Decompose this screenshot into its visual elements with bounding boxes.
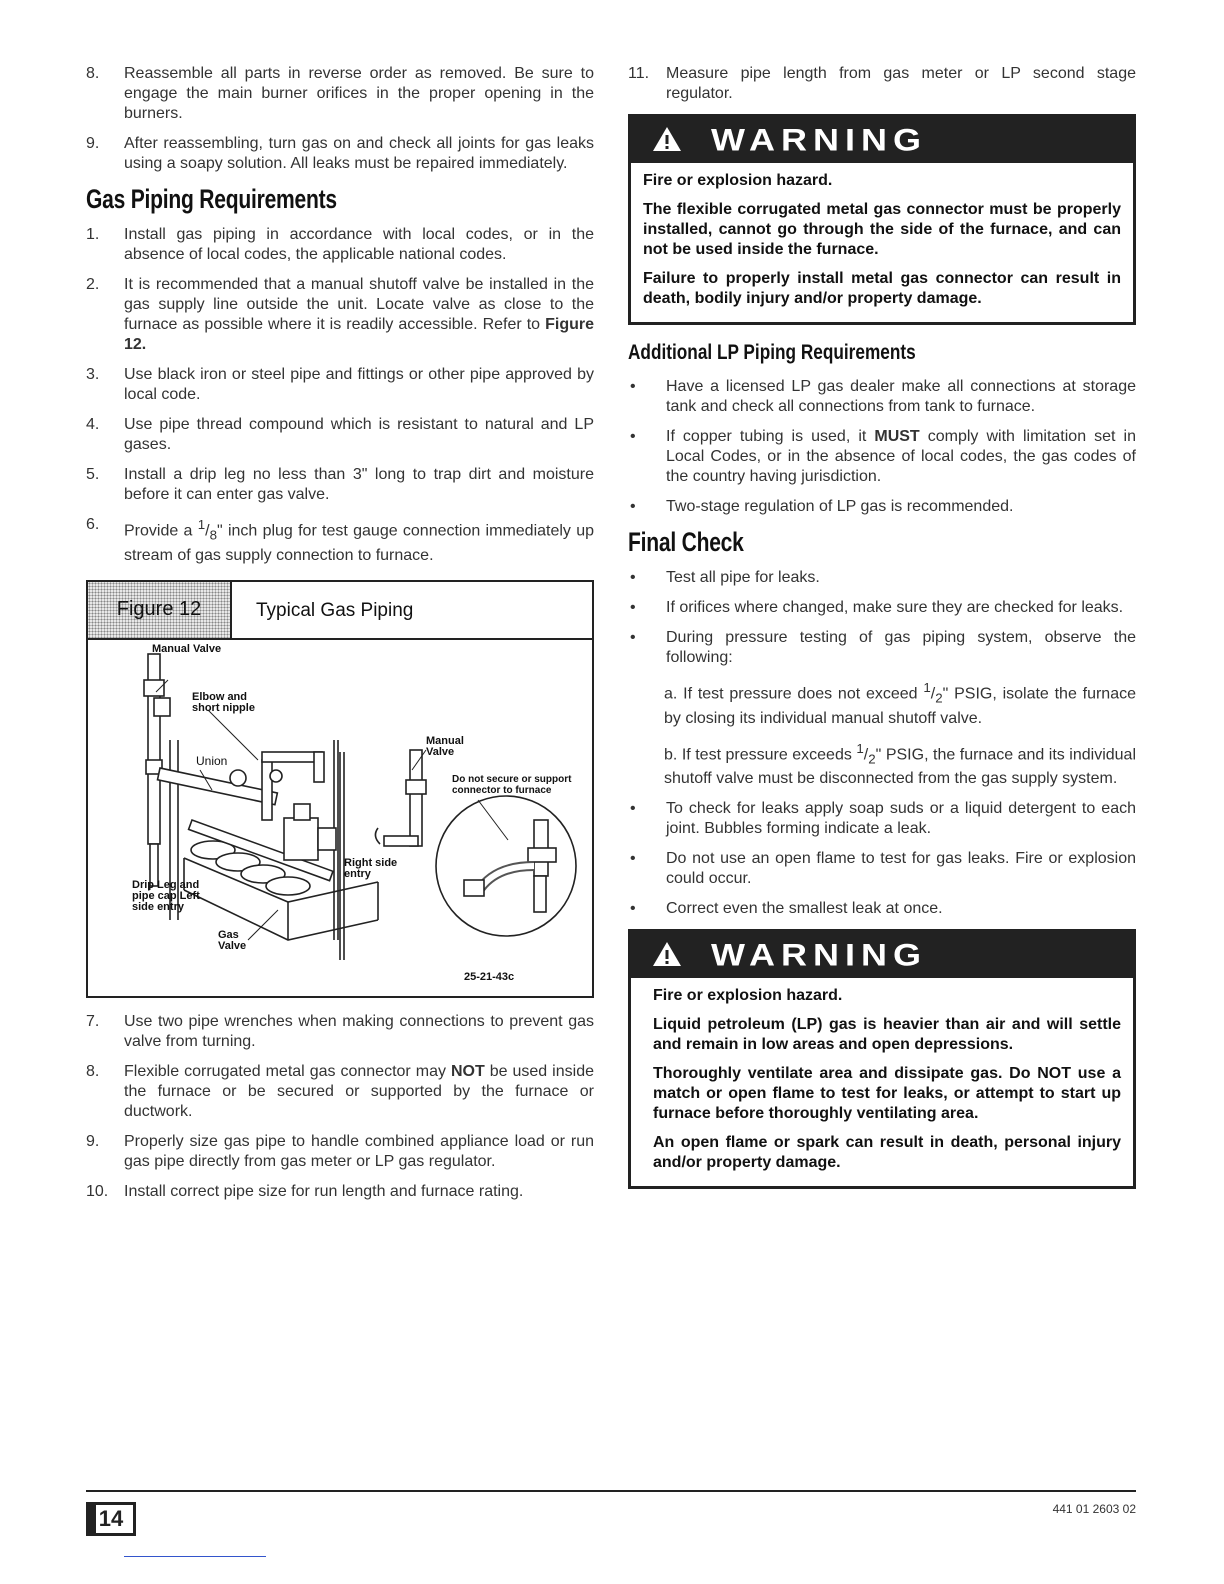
item-text: To check for leaks apply soap suds or a liquid detergent to each joint. Bubbles forming indicate a leak. — [666, 800, 1136, 838]
item-text-part: Provide a — [124, 522, 198, 540]
list-item — [86, 134, 594, 174]
bullet-item — [628, 427, 1136, 487]
gas-piping-heading: Gas Piping Requirements — [86, 184, 337, 214]
item-number: 7. — [86, 1012, 100, 1030]
bullet: • — [630, 569, 636, 586]
footer-divider — [86, 1490, 1136, 1492]
fraction-denominator: 2 — [935, 690, 943, 706]
bullet-item — [628, 628, 1136, 668]
label-right-side-entry: Right side entry — [344, 856, 398, 880]
manual-valve-right — [406, 780, 426, 794]
piping-diagram — [88, 640, 592, 996]
list-item — [86, 465, 594, 505]
item-text — [124, 275, 594, 355]
bullet: • — [630, 629, 636, 646]
item-text: Install gas piping in accordance with local codes, or in the absence of local codes, the applicable national codes. — [124, 226, 594, 263]
item-text: If orifices where changed, make sure they are checked for leaks. — [666, 599, 1124, 616]
label-manual-valve-left: Manual Valve — [152, 642, 222, 655]
item-text: Use two pipe wrenches when making connections to prevent gas valve from turning. — [124, 1012, 594, 1050]
item-text — [124, 1062, 594, 1122]
figure-code: 25-21-43c — [464, 970, 515, 983]
figure-reference-link[interactable]: Figure 12. — [124, 316, 594, 353]
label-drip-leg: Drip Leg and pipe cap Left side entry — [132, 878, 200, 913]
page-number: 14 — [86, 1502, 136, 1536]
bullet: • — [630, 498, 636, 515]
item-text: Reassemble all parts in reverse order as removed. Be sure to engage the main burner orifices in the proper opening in the burners. — [124, 65, 594, 122]
figure-12 — [86, 580, 594, 998]
bullet-item — [628, 497, 1136, 517]
right-column — [628, 64, 1136, 1205]
manual-valve-left — [144, 680, 164, 696]
item-text-part: a. If test pressure does not exceed — [664, 685, 924, 703]
item-text: Install correct pipe size for run length and furnace rating. — [124, 1182, 524, 1200]
item-number: 4. — [86, 416, 100, 433]
bullet: • — [630, 850, 636, 868]
sub-item-a: a. If test pressure does not exceed $^1/_2$" PSIG, isolate the furnace by closing its individual manual shutoff valve. — [664, 680, 1136, 727]
bullet-item — [628, 799, 1136, 839]
figure-title: Typical Gas Piping — [256, 599, 414, 621]
emphasis: MUST — [874, 428, 920, 445]
bullet: • — [630, 800, 636, 818]
item-number: 5. — [86, 466, 100, 483]
bullet-item — [628, 899, 1136, 919]
bullet-item — [628, 568, 1136, 588]
item-number: 8. — [86, 1062, 100, 1080]
warning-line: Fire or explosion hazard. — [643, 172, 833, 189]
item-number: 10. — [86, 1182, 109, 1200]
item-text: Correct even the smallest leak at once. — [666, 900, 943, 918]
item-number: 3. — [86, 366, 100, 383]
item-text-part: " PSIG, the furnace and its individual shutoff valve must be disconnected from the gas supply system. — [664, 745, 1137, 788]
bullet: • — [630, 599, 636, 616]
fraction-numerator: 1 — [856, 740, 864, 756]
left-column — [86, 64, 594, 1212]
item-number: 8. — [86, 65, 100, 82]
document-code: 441 01 2603 02 — [1052, 1502, 1136, 1516]
item-text-part: b. If test pressure exceeds — [664, 745, 857, 763]
item-text-part: be used inside the furnace or be secured or supported by the furnace or ductwork. — [124, 1062, 594, 1120]
warning-triangle-icon — [651, 940, 683, 968]
label-gas-valve: Gas Valve — [218, 928, 247, 952]
item-text: Install a drip leg no less than 3" long to trap dirt and moisture before it can enter gas valve. — [124, 466, 594, 503]
item-text: Have a licensed LP gas dealer make all connections at storage tank and check all connections from tank to furnace. — [666, 378, 1136, 415]
list-item — [86, 275, 594, 355]
bullet: • — [630, 900, 636, 918]
warning-line: The flexible corrugated metal gas connector must be properly installed, cannot go through the side of the furnace, and can not be used inside the furnace. — [643, 201, 1121, 258]
warning-body — [631, 978, 1133, 1186]
gas-piping-illustration — [88, 640, 592, 996]
item-text: Two-stage regulation of LP gas is recommended. — [666, 498, 1014, 515]
item-text: Measure pipe length from gas meter or LP second stage regulator. — [666, 65, 1136, 102]
label-do-not-secure: Do not secure or support connector to furnace — [452, 773, 572, 796]
warning-line: Thoroughly ventilate area and dissipate gas. Do NOT use a match or open flame to test for leaks, or attempt to start up furnace before thoroughly ventilating area. — [653, 1065, 1121, 1123]
item-text: During pressure testing of gas piping system, observe the following: — [666, 629, 1136, 666]
item-text: Use pipe thread compound which is resistant to natural and LP gases. — [124, 416, 594, 453]
item-text — [666, 427, 1136, 487]
item-number: 11. — [628, 65, 650, 82]
link-underline[interactable] — [124, 1556, 266, 1557]
warning-line: Failure to properly install metal gas connector can result in death, bodily injury and/or property damage. — [643, 270, 1121, 307]
warning-triangle-icon — [651, 125, 683, 153]
figure-number: Figure 12 — [88, 582, 232, 638]
item-text-part: Flexible corrugated metal gas connector may — [124, 1062, 451, 1080]
item-text-part: " PSIG, isolate the furnace by closing its individual manual shutoff valve. — [664, 685, 1136, 727]
item-number: 9. — [86, 135, 100, 152]
warning-body — [631, 163, 1133, 322]
list-item — [86, 415, 594, 455]
item-text-part: It is recommended that a manual shutoff valve be installed in the gas supply line outside the unit. Locate valve as close to the furnace as possible where it is readily accessible. Refer to — [124, 276, 594, 333]
fraction-numerator: 1 — [923, 680, 931, 695]
label-manual-valve-right: Manual Valve — [426, 734, 464, 758]
item-number: 9. — [86, 1132, 100, 1150]
warning-line: An open flame or spark can result in death, personal injury and/or property damage. — [653, 1134, 1121, 1172]
warning-box-connector — [628, 114, 1136, 325]
list-item — [86, 365, 594, 405]
bullet-item — [628, 598, 1136, 618]
fraction-numerator: 1 — [197, 517, 206, 532]
figure-header — [88, 582, 592, 640]
bullet-item — [628, 849, 1136, 889]
warning-banner — [631, 932, 1133, 978]
gas-valve-block — [284, 818, 318, 860]
item-text: After reassembling, turn gas on and check all joints for gas leaks using a soapy solution. All leaks must be repaired immediately. — [124, 135, 594, 172]
item-number: 2. — [86, 276, 100, 293]
warning-box-lp-gas — [628, 929, 1136, 1189]
bullet-item — [628, 377, 1136, 417]
warning-line: Liquid petroleum (LP) gas is heavier than air and will settle and remain in low areas and open depressions. — [653, 1016, 1121, 1054]
item-text: Use black iron or steel pipe and fittings or other pipe approved by local code. — [124, 366, 594, 403]
item-text-part: comply with limitation set in Local Codes, or in the absence of local codes, the gas codes of the country having jurisdiction. — [666, 428, 1136, 485]
item-text: Test all pipe for leaks. — [666, 569, 820, 586]
item-text-part: " inch plug for test gauge connection immediately up stream of gas supply connection to furnace. — [124, 522, 594, 564]
bullet: • — [630, 378, 636, 395]
item-text: Do not use an open flame to test for gas leaks. Fire or explosion could occur. — [666, 850, 1136, 888]
list-item — [86, 1062, 594, 1122]
list-item — [628, 64, 1136, 104]
fraction-denominator: 8 — [209, 527, 217, 543]
sub-item-b: b. If test pressure exceeds $^1/_2$" PSIG, the furnace and its individual shutoff valve must be disconnected from the gas supply system. — [664, 740, 1137, 788]
emphasis: NOT — [450, 1062, 485, 1080]
item-text: Provide a $^1/_8$" inch plug for test gauge connection immediately up stream of gas supply connection to furnace. — [124, 517, 594, 564]
item-text: Properly size gas pipe to handle combined appliance load or run gas pipe directly from gas meter or LP gas regulator. — [124, 1132, 594, 1170]
item-text-part: If copper tubing is used, it — [666, 428, 875, 445]
item-number: 6. — [86, 516, 100, 533]
label-union: Union — [196, 753, 228, 768]
lp-piping-heading: Additional LP Piping Requirements — [628, 341, 916, 364]
fraction-denominator: 2 — [868, 751, 876, 767]
label-elbow: Elbow and short nipple — [192, 690, 255, 714]
item-number: 1. — [86, 226, 100, 243]
list-item — [86, 1182, 594, 1202]
list-item — [86, 1132, 594, 1172]
warning-title: WARNING — [711, 936, 927, 973]
warning-title: WARNING — [711, 121, 927, 158]
bullet: • — [630, 428, 636, 445]
final-check-heading: Final Check — [628, 527, 744, 557]
list-item — [86, 225, 594, 265]
list-item — [86, 1012, 594, 1052]
warning-line: Fire or explosion hazard. — [653, 987, 843, 1005]
list-item — [86, 515, 594, 566]
list-item — [86, 64, 594, 124]
warning-banner — [631, 117, 1133, 163]
